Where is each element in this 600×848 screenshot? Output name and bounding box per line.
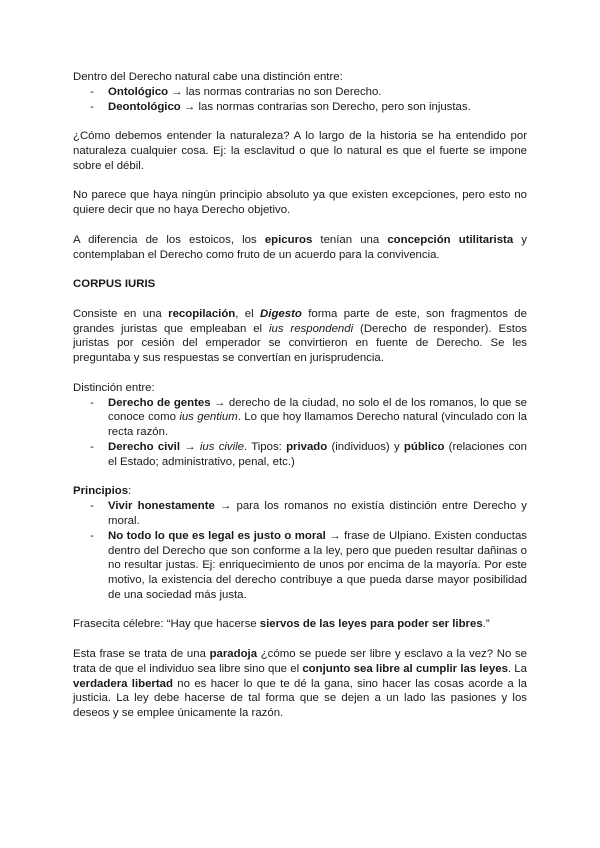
- dash-bullet: -: [90, 529, 94, 542]
- item-desc: las normas contrarias no son Derecho.: [185, 85, 382, 98]
- term-deontologico: Deontológico: [108, 100, 181, 113]
- list-item: [73, 396, 527, 440]
- list-item: [73, 499, 527, 529]
- text-run: . Lo que hoy llamamos Derecho natural (vinculado con la recta razón.: [108, 411, 527, 439]
- arrow: →: [210, 396, 229, 409]
- dash-bullet: -: [90, 396, 94, 409]
- text-run: y contemplaban el Derecho como fruto de un acuerdo para la convivencia.: [73, 233, 527, 261]
- bold-run: concepción utilitarista: [387, 233, 514, 246]
- term-ontologico: Ontológico: [108, 85, 169, 98]
- text-run: Esta frase se trata de una: [73, 648, 210, 661]
- text-run: no es hacer lo que te dé la gana, sino hacer las cosas acorde a la justicia. La ley debe hacerse de tal forma que se dejen a un lado las pasiones y los deseos y se emplee únicamente la razón.: [73, 677, 527, 720]
- distinction-list: [73, 85, 527, 115]
- corpus-iuris-heading: CORPUS IURIS: [73, 278, 156, 291]
- text-run: , el: [235, 307, 261, 320]
- frase-celebre: [73, 617, 527, 632]
- epicuros-paragraph: [73, 233, 527, 263]
- intro-paragraph: Dentro del Derecho natural cabe una distinción entre:: [73, 71, 343, 83]
- list-item: [73, 529, 527, 603]
- arrow: →: [168, 85, 186, 98]
- text-run: .”: [482, 618, 490, 631]
- derecho-types-list: [73, 396, 527, 470]
- term-vivir-honestamente: Vivir honestamente: [108, 500, 215, 513]
- item-desc: las normas contrarias son Derecho, pero son injustas.: [198, 100, 471, 113]
- dash-bullet: -: [90, 500, 94, 513]
- text-run: A diferencia de los estoicos, los: [73, 233, 265, 246]
- bold-run: epicuros: [264, 233, 313, 246]
- principio-paragraph: No parece que haya ningún principio absoluto ya que existen excepciones, pero esto no quiere decir que no haya Derecho objetivo.: [73, 189, 527, 217]
- text-run: (relaciones con el Estado; administrativo, penal, etc.): [108, 440, 527, 468]
- document-body: [73, 70, 527, 721]
- distincion-label: Distinción entre:: [73, 381, 155, 394]
- text-run: Consiste en una: [73, 307, 169, 320]
- principios-list: [73, 499, 527, 603]
- bold-run: paradoja: [209, 648, 258, 661]
- text-run: :: [128, 485, 132, 498]
- text-run: tenían una: [312, 233, 388, 246]
- italic-run: ius civile: [199, 440, 245, 453]
- item-desc: para los romanos no existía distinción entre Derecho y moral.: [108, 500, 527, 527]
- arrow: →: [325, 529, 345, 542]
- text-run: . La: [507, 662, 527, 675]
- text-run: ¿cómo se puede ser libre y esclavo a la vez? No se trata de que el individuo sea libre sino que el: [73, 648, 527, 675]
- dash-bullet: -: [90, 85, 94, 98]
- arrow: →: [180, 100, 199, 113]
- principios-label: [73, 484, 527, 499]
- arrow: →: [214, 500, 237, 513]
- text-run: Frasecita célebre: “Hay que hacerse: [73, 618, 260, 631]
- arrow: →: [180, 440, 200, 453]
- text-run: (Derecho de responder). Estos juristas por cesión del emperador se convirtieron en fuente de Derecho. Se les preguntaba y sus respuestas se convertían en jurisprudencia.: [73, 322, 527, 365]
- italic-run: ius respondendi: [268, 322, 354, 335]
- italic-run: ius gentium: [179, 411, 238, 424]
- paradoja-paragraph: [73, 647, 527, 721]
- bold-run: público: [403, 440, 445, 453]
- list-item: [73, 85, 527, 100]
- principios-heading: Principios: [73, 485, 129, 498]
- text-run: forma parte de este, son fragmentos de grandes juristas que empleaban el: [73, 307, 527, 335]
- text-run: derecho de la ciudad, no solo el de los romanos, lo que se conoce como: [108, 396, 527, 424]
- corpus-paragraph: [73, 307, 527, 366]
- bold-italic-run: Digesto: [260, 307, 302, 320]
- list-item: [73, 440, 527, 470]
- dash-bullet: -: [90, 440, 94, 453]
- term-derecho-gentes: Derecho de gentes: [108, 396, 211, 409]
- bold-run: verdadera libertad: [73, 677, 173, 690]
- text-run: . Tipos:: [244, 440, 287, 453]
- bold-run: siervos de las leyes para poder ser libres: [259, 618, 483, 631]
- dash-bullet: -: [90, 100, 94, 113]
- text-run: (individuos) y: [327, 440, 404, 453]
- term-derecho-civil: Derecho civil: [108, 440, 180, 453]
- term-no-todo-legal: No todo lo que es legal es justo o moral: [108, 529, 326, 542]
- bold-run: recopilación: [168, 307, 236, 320]
- list-item: [73, 100, 527, 115]
- item-desc: frase de Ulpiano. Existen conductas dentro del Derecho que son conforme a la ley, pero que pueden resultar dañinas o no resultar justas. Ej: enriquecimiento de unos por encima de la mayoría. Por este motivo, la existencia del derecho contribuye a que pueda darse mayor posibilidad de una sociedad más justa.: [108, 529, 527, 601]
- bold-run: privado: [286, 440, 328, 453]
- naturaleza-paragraph: ¿Cómo debemos entender la naturaleza? A lo largo de la historia se ha entendido por naturaleza cualquier cosa. Ej: la esclavitud o que lo natural es que el fuerte se impone sobre el débil.: [73, 130, 527, 172]
- bold-run: conjunto sea libre al cumplir las leyes: [302, 662, 508, 675]
